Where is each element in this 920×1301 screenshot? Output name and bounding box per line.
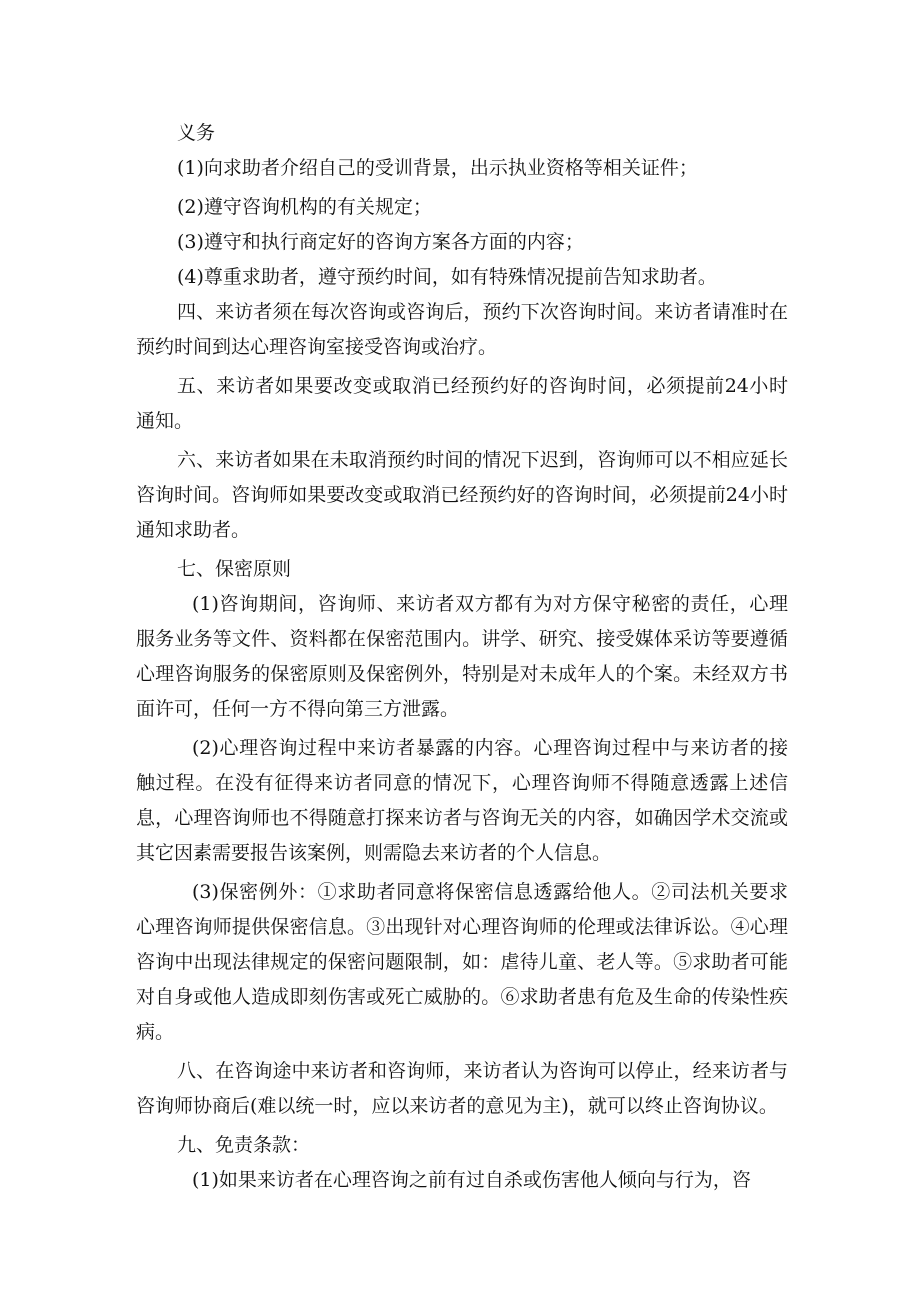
paragraph-confidentiality-1: (1)咨询期间，咨询师、来访者双方都有为对方保守秘密的责任，心理服务业务等文件、资料都在保密范围内。讲学、研究、接受媒体采访等要遵循心理咨询服务的保密原则及保密例外，特别是对未成年人的个案。未经双方书面许可，任何一方不得向第三方泄露。: [136, 593, 788, 720]
paragraph-clause-9-heading: 九、免责条款：: [177, 1134, 311, 1156]
paragraph-duties-heading: 义务: [177, 122, 216, 144]
paragraph-clause-6: 六、来访者如果在未取消预约时间的情况下迟到，咨询师可以不相应延长咨询时间。咨询师如果要改变或取消已经预约好的咨询时间，必须提前24小时通知求助者。: [136, 449, 788, 541]
paragraph-duty-2: (2)遵守咨询机构的有关规定；: [177, 196, 432, 218]
paragraph-duty-1: (1)向求助者介绍自己的受训背景，出示执业资格等相关证件；: [177, 157, 698, 179]
document-body: [136, 116, 788, 1198]
paragraph-duty-3: (3)遵守和执行商定好的咨询方案各方面的内容；: [177, 231, 584, 253]
paragraph-disclaimer-1: (1)如果来访者在心理咨询之前有过自杀或伤害他人倾向与行为，咨: [192, 1169, 751, 1191]
paragraph-confidentiality-3: (3)保密例外：①求助者同意将保密信息透露给他人。②司法机关要求心理咨询师提供保密信息。③出现针对心理咨询师的伦理或法律诉讼。④心理咨询中出现法律规定的保密问题限制，如：虐待儿童、老人等。⑤求助者可能对自身或他人造成即刻伤害或死亡威胁的。⑥求助者患有危及生命的传染性疾病。: [136, 881, 788, 1043]
paragraph-duty-4: (4)尊重求助者，遵守预约时间，如有特殊情况提前告知求助者。: [177, 266, 717, 288]
paragraph-clause-7-heading: 七、保密原则: [177, 558, 292, 580]
paragraph-clause-4: 四、来访者须在每次咨询或咨询后，预约下次咨询时间。来访者请准时在预约时间到达心理咨询室接受咨询或治疗。: [136, 301, 788, 358]
paragraph-clause-5: 五、来访者如果要改变或取消已经预约好的咨询时间，必须提前24小时通知。: [136, 375, 788, 432]
paragraph-clause-8: 八、在咨询途中来访者和咨询师，来访者认为咨询可以停止，经来访者与咨询师协商后(难以统一时，应以来访者的意见为主)，就可以终止咨询协议。: [136, 1060, 788, 1117]
paragraph-confidentiality-2: (2)心理咨询过程中来访者暴露的内容。心理咨询过程中与来访者的接触过程。在没有征得来访者同意的情况下，心理咨询师不得随意透露上述信息，心理咨询师也不得随意打探来访者与咨询无关的内容，如确因学术交流或其它因素需要报告该案例，则需隐去来访者的个人信息。: [136, 737, 788, 864]
